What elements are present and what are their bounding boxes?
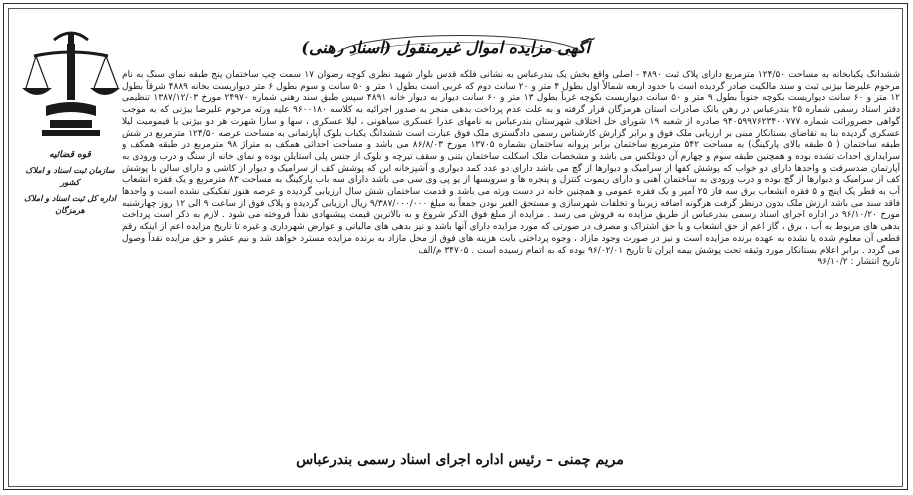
organization-block [20, 150, 120, 216]
org-registration: سازمان ثبت اسناد و املاک کشور [25, 165, 115, 187]
notice-signature: مریم چمنی – رئیس اداره اجرای اسناد رسمی بندرعباس [296, 452, 624, 468]
notice-title: آگهی مزایده اموال غیرمنقول (اسناد رهنی) [301, 38, 590, 57]
org-judiciary: قوه قضائیه [49, 150, 91, 160]
notice-title-box [301, 24, 590, 64]
notice-body-text: ششدانگ یکبابخانه به مساحت ۱۲۴/۵۰ مترمربع دارای پلاک ثبت ۴۸۹۰ - اصلی واقع بخش یک بندرعباس به نشانی فلکه قدس بلوار شهید نظری کوچه رضوان ۱۷ سمت چپ ساختمان پنج طبقه نمای سنگ به نام مرحوم علیرضا بیژنی ثبت و سند مالکیت صادر گردیده است با حدود اربعه شمالاً اول بطول ۴ متر و ۲۰ سانت دوم که غربی است بطول ۱ متر و ۵۰ سانت و سوم بطول ۶ متر دیواریست بخانه ۴۸۸۹ شرقاً بطول ۱۲ متر و ۶۰ سانت دیواریست بکوچه جنوباً بطول ۹ متر و ۵۰ سانت دیواریست بکوچه غرباً بطول ۱۳ متر و ۶۰ سانت دیوار به دیوار خانه ۴۸۹۱ سپس طبق سند رهنی شماره ۲۴۹۷۰ مورخ ۱۳۸۷/۱۲/۰۳ تنظیمی دفتر اسناد رسمی شماره ۲۵ بندرعباس در رهن بانک صادرات استان هرمزگان قرار گرفته و به علت عدم پرداخت بدهی منجر به صدور اجرائیه به کلاسه ۹۶۰۰۱۸۰ علیه ورثه مرحوم علیرضا بیژنی که به موجب گواهی حصروراثت شماره ۹۴۰۵۹۹۷۶۲۳۴۰۰۷۷۷ صادره از شعبه ۱۹ شورای حل اختلاف شهرستان بندرعباس به نامهای عذرا عسکری سیاهونی ، لیلا عسکری ، سها و سارا شهرت هر دو بیژنی با قیمومیت لیلا عسکری گردیده بنا به تقاضای بستانکار مبنی بر ارزیابی ملک فوق و برابر گزارش کارشناس رسمی دادگستری ملک فوق عبارت است ششدانگ یکباب بلوک آپارتمانی به مساحت عرصه ۱۲۴/۵۰ مترمربع در شش طبقه ساختمان ( ۵ طبقه بالای پارکینگ) به مساحت ۵۴۲ مترمربع ساختمان برابر پروانه ساختمان بشماره ۱۳۷۰۵ مورخ ۸۶/۸/۰۳ می باشد و مساحت احداثی همکف به متراژ ۹۸ مترمربع در طبقه همکف و سرایداری احداث نشده بوده و همچنین طبقه سوم و چهارم آن دوبلکس می باشد و مشخصات ملک اسکلت ساختمان بتنی و سقف تیرچه و بلوک از جنس پلی استایلن بوده و نمای خانه از سنگ و درب ورودی به آپارتمان ضدسرقت و واحدها دارای دو خواب که پوشش کفها از سرامیک و دیوارها از گچ می باشد دارای دو عدد کمد دیواری و آشپزخانه این که پوشش کف از سرامیک و دیوار از کاشی و دارای سالن با پوشش کف از سرامیک و دیوارها از گچ بوده و درب ورودی به ساختمان آهنی و دارای ریموت کنترل و پنجره ها و سرویسها از یو پی وی سی می باشد دارای سه باب پارکینگ به مساحت ۸۳ مترمربع و یک فقره انشعاب آب به قطر یک اینچ و ۵ فقره انشعاب برق سه فاز ۲۵ آمپر و یک فقره عمومی و همچنین خانه در دست ورثه می باشد و قدمت ساختمان شش سال ارزیابی گردیده و عرصه هنوز تفکیکی نشده است و واحدها فاقد سند می باشد ارزش ملک بدون درنظر گرفت هرگونه اضافه زیربنا و تخلفات شهرسازی و مستحق الغیر بودن جمعاً به مبلغ ۹/۳۸۷/۰۰۰/۰۰۰ ریال ارزیابی گردیده و پلاک فوق از ساعت ۹ الی ۱۲ روز چهارشنبه مورخ ۹۶/۱۰/۲۰ در اداره اجرای اسناد رسمی بندرعباس از طریق مزایده به فروش می رسد . مزایده از مبلغ فوق الذکر شروع و به بالاترین قیمت پیشنهادی نقداً فروخته می شود . لازم به ذکر است پرداخت بدهی های مربوط به آب ، برق ، گاز اعم از حق انشعاب و یا حق اشتراک و مصرف در صورتی که مورد مزایده دارای آنها باشد و نیز بدهی های مالیاتی و عوارض شهرداری و غیره تا تاریخ مزایده اعم از اینکه رقم قطعی آن معلوم شده یا نشده به عهده برنده مزایده است و نیز در صورت وجود مازاد ، وجوه پرداختی بابت هزینه های فوق از محل مازاد به برنده مزایده مسترد خواهد شد و نیم عشر و حق مزایده نقداً وصول می گردد . برابر اعلام بستانکار مورد وثیقه تحت پوشش بیمه ایران تا تاریخ ۹۶/۰۲/۰۱ بوده که به اتمام رسیده است . ۳۴۷۰۵ م/الف [122, 70, 900, 256]
org-hormozgan: اداره کل ثبت اسناد و املاک هرمزگان [24, 193, 116, 215]
publish-date: تاریخ انتشار : ۹۶/۱۰/۲ [817, 257, 900, 268]
notice-body [122, 70, 900, 444]
justice-scales-icon [16, 20, 126, 150]
